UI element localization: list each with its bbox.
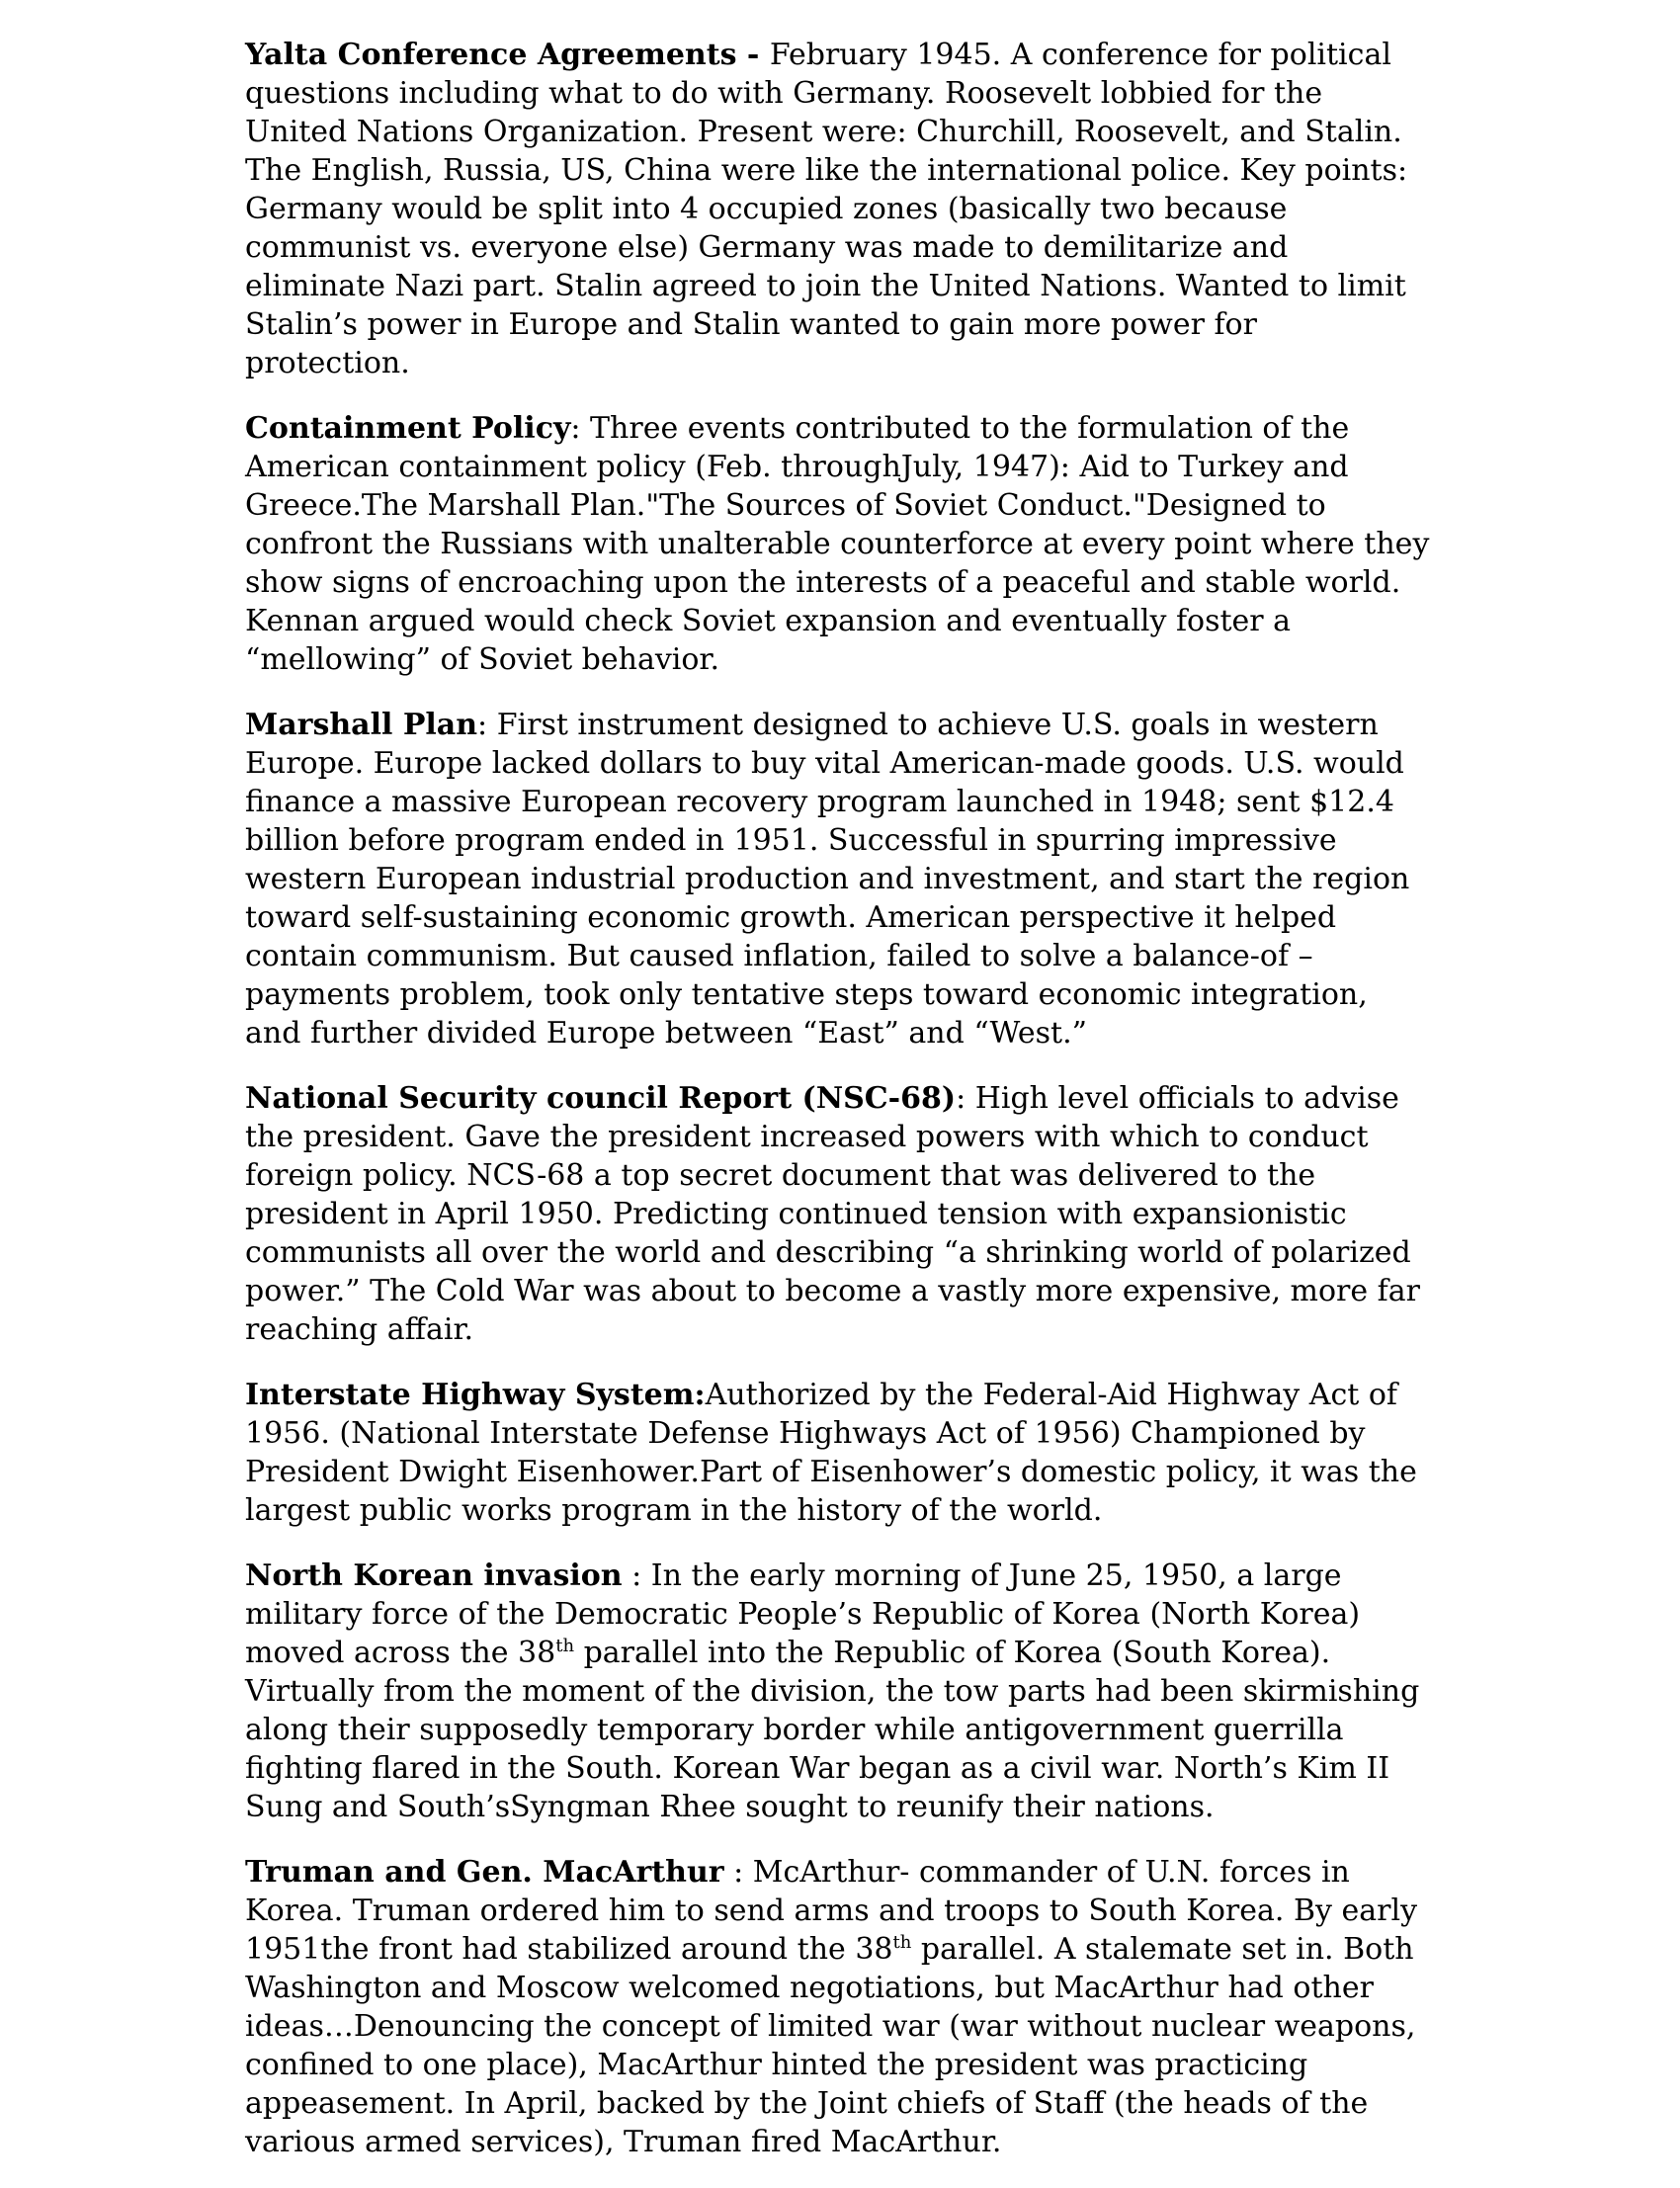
ordinal-superscript: th (892, 1932, 912, 1953)
entry-text: : Three events contributed to the formulation of the American containment policy (Feb. throughJuly, 1947): Aid to Turkey and Greece.The Marshall Plan."The Sources of Soviet Conduct."Designed to confront the Russians with unalterable counterforce at every point where they show signs of encroaching upon the interests of a peaceful and stable world. Kennan argued would check Soviet expansion and eventually foster a “mellowing” of Soviet behavior. (245, 411, 1430, 677)
ordinal-superscript: th (555, 1636, 575, 1656)
entry-text: Authorized by the Federal-Aid Highway Act of 1956. (National Interstate Defense Highways Act of 1956) Championed by President Dwight Eisenhower.Part of Eisenhower’s domestic policy, it was the largest public works program in the history of the world. (245, 1378, 1417, 1528)
entry-north-korean-invasion (245, 1557, 1431, 1826)
entry-term: Yalta Conference Agreements - (245, 38, 770, 72)
entry-marshall-plan (245, 706, 1431, 1052)
entry-text-continued: parallel into the Republic of Korea (South Korea). Virtually from the moment of the division, the tow parts had been skirmishing along their supposedly temporary border while antigovernment guerrilla fighting flared in the South. Korean War began as a civil war. North’s Kim II Sung and South’sSyngman Rhee sought to reunify their nations. (245, 1636, 1420, 1824)
entry-text: : First instrument designed to achieve U.S. goals in western Europe. Europe lacked dollars to buy vital American-made goods. U.S. would finance a massive European recovery program launched in 1948; sent $12.4 billion before program ended in 1951. Successful in spurring impressive western European industrial production and investment, and start the region toward self-sustaining economic growth. American perspective it helped contain communism. But caused inflation, failed to solve a balance-of –payments problem, took only tentative steps toward economic integration, and further divided Europe between “East” and “West.” (245, 708, 1410, 1051)
entry-text-continued: parallel. A stalemate set in. Both Washington and Moscow welcomed negotiations, but MacArthur had other ideas…Denouncing the concept of limited war (war without nuclear weapons, confined to one place), MacArthur hinted the president was practicing appeasement. In April, backed by the Joint chiefs of Staff (the heads of the various armed services), Truman fired MacArthur. (245, 1932, 1416, 2159)
entry-term: Containment Policy (245, 411, 571, 446)
entry-term: Interstate Highway System: (245, 1378, 706, 1412)
document-page (245, 36, 1431, 2188)
entry-text: : High level officials to advise the president. Gave the president increased powers with which to conduct foreign policy. NCS-68 a top secret document that was delivered to the president in April 1950. Predicting continued tension with expansionistic communists all over the world and describing “a shrinking world of polarized power.” The Cold War was about to become a vastly more expensive, more far reaching affair. (245, 1081, 1420, 1347)
entry-yalta (245, 36, 1431, 382)
entry-text: February 1945. A conference for political questions including what to do with Germany. Roosevelt lobbied for the United Nations Organization. Present were: Churchill, Roosevelt, and Stalin. The English, Russia, US, China were like the international police. Key points: Germany would be split into 4 occupied zones (basically two because communist vs. everyone else) Germany was made to demilitarize and eliminate Nazi part. Stalin agreed to join the United Nations. Wanted to limit Stalin’s power in Europe and Stalin wanted to gain more power for protection. (245, 38, 1408, 380)
entry-truman-macarthur (245, 1853, 1431, 2161)
entry-interstate-highway (245, 1376, 1431, 1530)
entry-term: National Security council Report (NSC-68) (245, 1081, 957, 1116)
entry-nsc-68 (245, 1079, 1431, 1349)
entry-text: : In the early morning of June 25, 1950, a large military force of the Democratic People’s Republic of Korea (North Korea) moved across the 38 (245, 1558, 1361, 1670)
entry-term: Truman and Gen. MacArthur (245, 1855, 724, 1890)
entry-containment-policy (245, 409, 1431, 679)
entry-term: Marshall Plan (245, 708, 478, 742)
entry-term: North Korean invasion (245, 1558, 623, 1593)
entry-text: : McArthur- commander of U.N. forces in Korea. Truman ordered him to send arms and troops to South Korea. By early 1951the front had stabilized around the 38 (245, 1855, 1418, 1967)
